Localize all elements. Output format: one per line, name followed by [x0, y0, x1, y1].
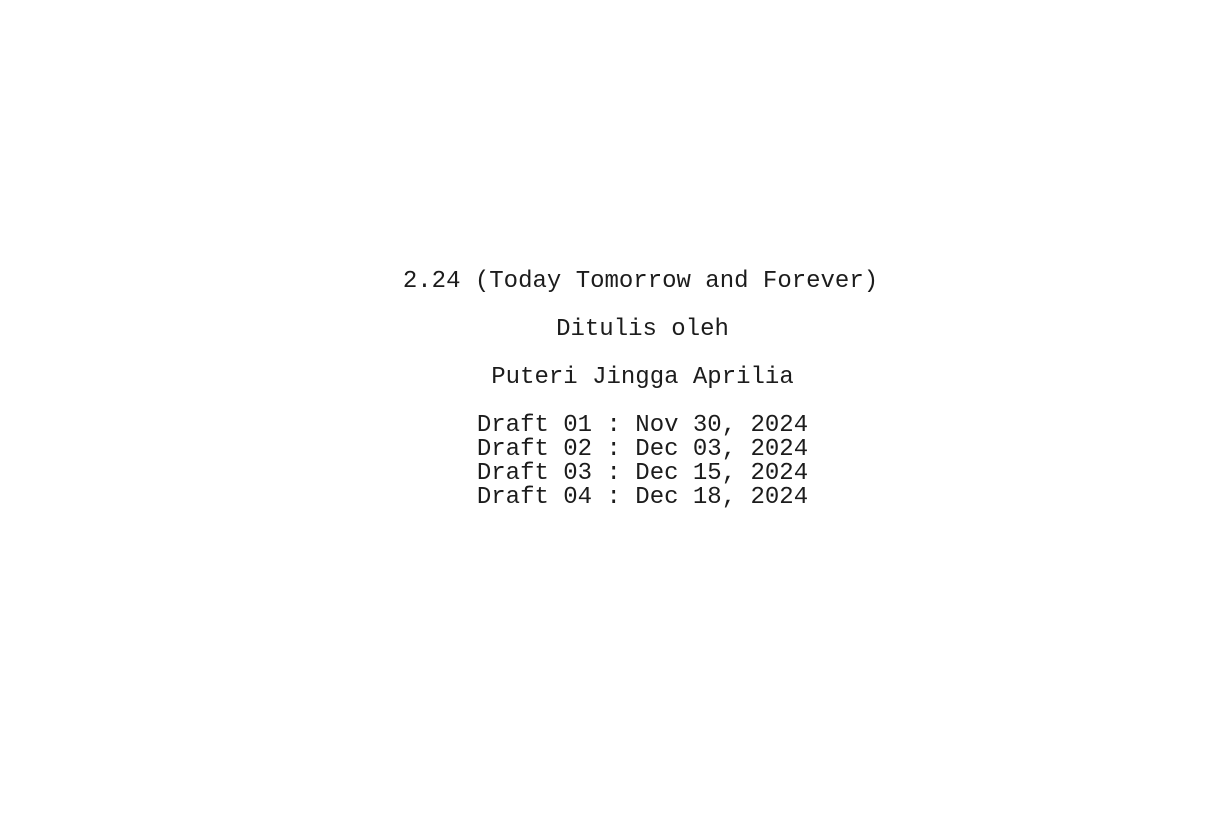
draft-line: Draft 04 : Dec 18, 2024	[476, 484, 809, 511]
draft-list	[64, 414, 1221, 510]
title-block	[0, 270, 1221, 510]
screenplay-title: 2.24 (Today Tomorrow and Forever)	[402, 268, 879, 295]
draft-line: Draft 01 : Nov 30, 2024	[476, 412, 809, 439]
draft-line: Draft 02 : Dec 03, 2024	[476, 436, 809, 463]
draft-line: Draft 03 : Dec 15, 2024	[476, 460, 809, 487]
author-name: Puteri Jingga Aprilia	[491, 364, 794, 391]
credit-label: Ditulis oleh	[556, 316, 729, 343]
